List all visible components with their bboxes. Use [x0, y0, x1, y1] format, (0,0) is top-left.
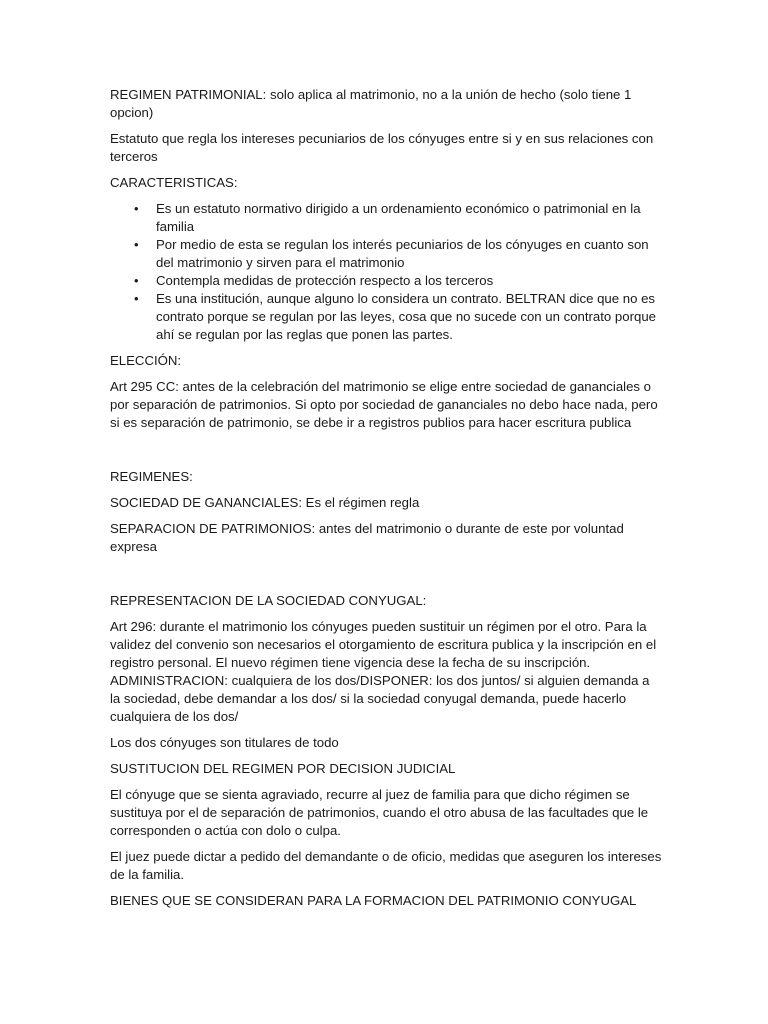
paragraph-titulares: Los dos cónyuges son titulares de todo: [110, 735, 339, 750]
heading-bienes: BIENES QUE SE CONSIDERAN PARA LA FORMACION DEL PATRIMONIO CONYUGAL: [110, 893, 637, 908]
paragraph-conyuge-agraviado: El cónyuge que se sienta agraviado, recurre al juez de familia para que dicho régimen se sustituya por el de separación de patrimonios, cuando el otro abusa de las facultades que le corresponden o actúa con dolo o culpa.: [110, 787, 649, 838]
paragraph-art-295: Art 295 CC: antes de la celebración del matrimonio se elige entre sociedad de gananciales o por separación de patrimonios. Si opto por sociedad de gananciales no debo hace nada, pero si es separación de patrimonio, se debe ir a registros publios para hacer escritura publica: [110, 379, 658, 430]
heading-sustitucion-regimen: SUSTITUCION DEL REGIMEN POR DECISION JUDICIAL: [110, 761, 456, 776]
heading-regimenes: REGIMENES:: [110, 469, 193, 484]
paragraph-art-296: Art 296: durante el matrimonio los cónyuges pueden sustituir un régimen por el otro. Para la validez del convenio son necesarios el otorgamiento de escritura publica y la inscripción en el registro personal. El nuevo régimen tiene vigencia dese la fecha de su inscripción. ADMINISTRACION: cualquiera de los dos/DISPONER: los dos juntos/ si alguien demanda a la sociedad, debe demandar a los dos/ si la sociedad conyugal demanda, puede hacerlo cualquiera de los dos/: [110, 619, 657, 724]
paragraph-sociedad-gananciales: SOCIEDAD DE GANANCIALES: Es el régimen regla: [110, 495, 420, 510]
list-item-text: Contempla medidas de protección respecto a los terceros: [156, 273, 494, 288]
list-item: [110, 272, 662, 290]
heading-caracteristicas: CARACTERISTICAS:: [110, 175, 238, 190]
list-item-text: Es un estatuto normativo dirigido a un ordenamiento económico o patrimonial en la familia: [156, 201, 641, 234]
paragraph-juez-medidas: El juez puede dictar a pedido del demandante o de oficio, medidas que aseguren los intereses de la familia.: [110, 849, 662, 882]
bullet-icon: •: [134, 201, 139, 216]
heading-representacion: REPRESENTACION DE LA SOCIEDAD CONYUGAL:: [110, 593, 427, 608]
list-item-text: Por medio de esta se regulan los interés pecuniarios de los cónyuges en cuanto son del matrimonio y sirven para el matrimonio: [156, 237, 649, 270]
list-item: [110, 236, 662, 272]
heading-eleccion: ELECCIÓN:: [110, 353, 182, 368]
bullet-icon: •: [134, 237, 139, 252]
list-item-text: Es una institución, aunque alguno lo considera un contrato. BELTRAN dice que no es contrato porque se regulan por las leyes, cosa que no sucede con un contrato porque ahí se regulan por las reglas que ponen las partes.: [156, 291, 656, 342]
paragraph-regimen-patrimonial: REGIMEN PATRIMONIAL: solo aplica al matrimonio, no a la unión de hecho (solo tiene 1 opcion): [110, 87, 632, 120]
list-item: [110, 290, 662, 344]
paragraph-separacion-patrimonios: SEPARACION DE PATRIMONIOS: antes del matrimonio o durante de este por voluntad expresa: [110, 521, 624, 554]
paragraph-estatuto: Estatuto que regla los intereses pecuniarios de los cónyuges entre si y en sus relaciones con terceros: [110, 131, 654, 164]
caracteristicas-list: [110, 200, 662, 344]
bullet-icon: •: [134, 291, 139, 306]
bullet-icon: •: [134, 273, 139, 288]
document-page: [110, 86, 662, 918]
list-item: [110, 200, 662, 236]
